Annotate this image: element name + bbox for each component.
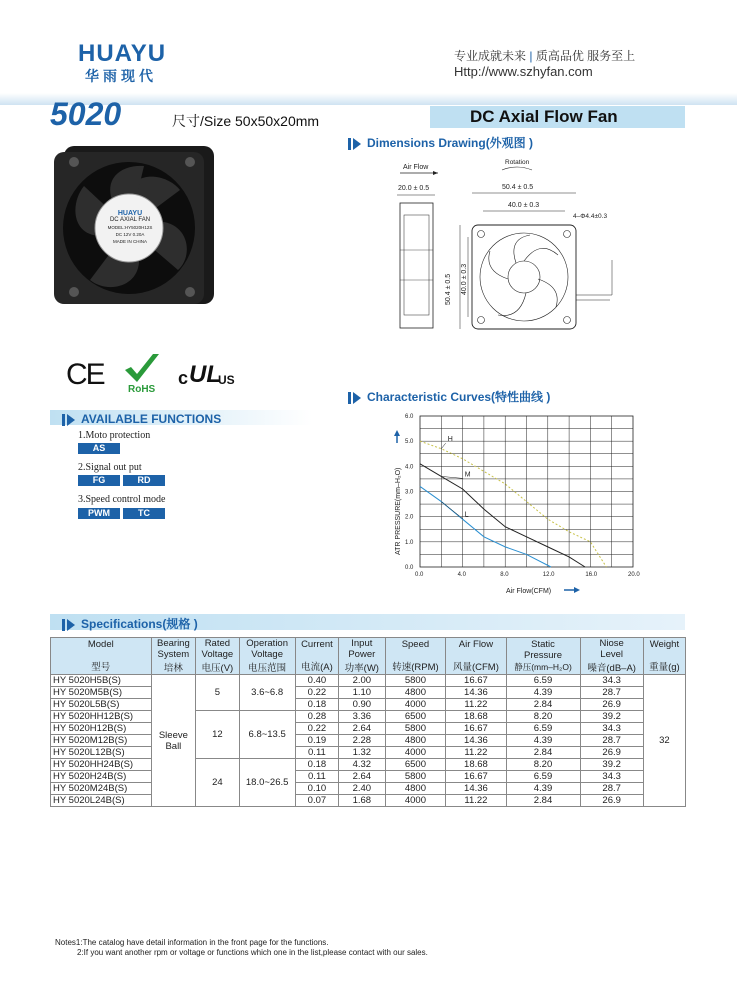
cell-current: 0.11 — [295, 747, 338, 759]
th-speed: Speed 转速(RPM) — [385, 638, 446, 675]
table-row — [51, 747, 686, 759]
cell-airflow: 18.68 — [446, 759, 506, 771]
heading-arrow-icon — [67, 619, 75, 631]
cell-power: 4.32 — [339, 759, 385, 771]
cell-speed: 6500 — [385, 759, 446, 771]
cell-pressure: 6.59 — [506, 675, 580, 687]
table-row — [51, 711, 686, 723]
cell-speed: 5800 — [385, 675, 446, 687]
table-row — [51, 795, 686, 807]
series-h-leader — [441, 443, 445, 449]
cell-noise: 26.9 — [580, 699, 643, 711]
cell-speed: 4000 — [385, 747, 446, 759]
dimensions-drawing — [380, 155, 640, 340]
cell-noise: 34.3 — [580, 771, 643, 783]
cell-current: 0.07 — [295, 795, 338, 807]
cell-pressure: 2.84 — [506, 795, 580, 807]
cell-pressure: 2.84 — [506, 699, 580, 711]
cell-operation-voltage: 18.0~26.5 — [239, 759, 295, 807]
cell-noise: 34.3 — [580, 675, 643, 687]
heading-bar-icon — [62, 414, 65, 426]
cell-pressure: 8.20 — [506, 711, 580, 723]
heading-bar-icon — [348, 138, 351, 150]
table-row — [51, 735, 686, 747]
cell-noise: 34.3 — [580, 723, 643, 735]
table-row — [51, 783, 686, 795]
cell-power: 1.10 — [339, 687, 385, 699]
cell-operation-voltage: 6.8~13.5 — [239, 711, 295, 759]
cell-airflow: 14.36 — [446, 783, 506, 795]
cell-pressure: 2.84 — [506, 747, 580, 759]
chip-rd: RD — [123, 475, 165, 486]
chip-as: AS — [78, 443, 120, 454]
cell-noise: 39.2 — [580, 759, 643, 771]
y-tick-label: 5.0 — [405, 439, 414, 446]
spec-heading: Specifications(规格 ) — [62, 615, 198, 632]
cell-pressure: 4.39 — [506, 687, 580, 699]
x-axis-label: Air Flow(CFM) — [506, 588, 552, 595]
cell-noise: 28.7 — [580, 687, 643, 699]
slogan-left: 专业成就未来 — [454, 49, 527, 63]
series-m-line — [420, 464, 585, 567]
cell-speed: 5800 — [385, 771, 446, 783]
slogan-separator: | — [529, 49, 533, 63]
cell-airflow: 11.22 — [446, 699, 506, 711]
functions-heading: AVAILABLE FUNCTIONS — [62, 412, 221, 426]
cell-power: 2.40 — [339, 783, 385, 795]
cell-speed: 4000 — [385, 699, 446, 711]
series-l-label: L — [464, 511, 469, 519]
th-weight: Weight 重量(g) — [643, 638, 685, 675]
cell-power: 1.68 — [339, 795, 385, 807]
cell-airflow: 14.36 — [446, 687, 506, 699]
product-title: DC Axial Flow Fan — [470, 107, 618, 126]
rohs-logo — [121, 350, 163, 394]
cell-airflow: 16.67 — [446, 723, 506, 735]
cell-airflow: 16.67 — [446, 675, 506, 687]
x-tick-label: 12.0 — [542, 572, 555, 578]
cell-airflow: 16.67 — [446, 771, 506, 783]
brand-logo: HUAYU — [78, 40, 167, 67]
table-row — [51, 699, 686, 711]
cell-airflow: 14.36 — [446, 735, 506, 747]
cell-pressure: 4.39 — [506, 783, 580, 795]
brand-logo-cn: 华雨现代 — [85, 68, 157, 84]
cell-noise: 26.9 — [580, 747, 643, 759]
cell-model: HY 5020M24B(S) — [51, 783, 152, 795]
cell-model: HY 5020HH24B(S) — [51, 759, 152, 771]
cell-rated-voltage: 12 — [196, 711, 239, 759]
cell-airflow: 11.22 — [446, 747, 506, 759]
series-h-label: H — [447, 436, 453, 444]
series-m-label: M — [464, 471, 471, 479]
chip-fg: FG — [78, 475, 120, 486]
cell-model: HY 5020HH12B(S) — [51, 711, 152, 723]
y-tick-label: 3.0 — [405, 489, 414, 496]
heading-arrow-icon — [353, 392, 361, 404]
ce-mark: CE — [66, 358, 104, 391]
cell-power: 0.90 — [339, 699, 385, 711]
fan-label — [105, 210, 155, 245]
cell-airflow: 11.22 — [446, 795, 506, 807]
heading-bar-icon — [348, 392, 351, 404]
fan-label-model: MODEL:HY5020H12S — [107, 225, 153, 230]
cell-model: HY 5020L5B(S) — [51, 699, 152, 711]
chip-tc: TC — [123, 508, 165, 519]
th-model: Model 型号 — [51, 638, 152, 675]
x-tick-label: 20.0 — [628, 572, 640, 578]
cell-current: 0.19 — [295, 735, 338, 747]
cell-power: 2.00 — [339, 675, 385, 687]
cell-model: HY 5020H12B(S) — [51, 723, 152, 735]
cell-speed: 4800 — [385, 687, 446, 699]
curves-heading: Characteristic Curves(特性曲线 ) — [348, 388, 550, 405]
y-axis-arrow-head — [394, 430, 400, 436]
function-speed-control: 3.Speed control mode — [78, 494, 166, 505]
x-tick-label: 8.0 — [500, 572, 509, 578]
function-signal-output: 2.Signal out put — [78, 462, 142, 473]
cell-airflow: 18.68 — [446, 711, 506, 723]
spec-table — [50, 637, 686, 807]
x-tick-label: 16.0 — [585, 572, 598, 578]
cell-bearing: Sleeve Ball — [151, 675, 196, 807]
ul-country: US — [218, 373, 235, 387]
website-url[interactable]: Http://www.szhyfan.com — [454, 64, 593, 79]
heading-arrow-icon — [353, 138, 361, 150]
cell-power: 2.28 — [339, 735, 385, 747]
cell-current: 0.28 — [295, 711, 338, 723]
cell-operation-voltage: 3.6~6.8 — [239, 675, 295, 711]
note-2: 2:If you want another rpm or voltage or functions which one in the list,please contact with our sales. — [77, 948, 428, 957]
y-tick-label: 0.0 — [405, 565, 414, 571]
cell-model: HY 5020L12B(S) — [51, 747, 152, 759]
cell-current: 0.40 — [295, 675, 338, 687]
cell-noise: 28.7 — [580, 735, 643, 747]
cell-pressure: 4.39 — [506, 735, 580, 747]
cell-noise: 28.7 — [580, 783, 643, 795]
th-operation: Operation Voltage 电压范围 — [239, 638, 295, 675]
cell-model: HY 5020L24B(S) — [51, 795, 152, 807]
cell-noise: 39.2 — [580, 711, 643, 723]
air-flow-label: Air Flow — [403, 164, 429, 171]
cell-pressure: 6.59 — [506, 723, 580, 735]
outer-height-dim: 50.4 ± 0.5 — [445, 273, 452, 305]
fan-label-rating: DC 12V 0.20A — [115, 232, 145, 237]
svg-text:UL: UL — [189, 361, 221, 388]
inner-width-dim: 40.0 ± 0.3 — [508, 202, 540, 209]
cell-model: HY 5020M5B(S) — [51, 687, 152, 699]
cell-power: 2.64 — [339, 723, 385, 735]
cell-speed: 4000 — [385, 795, 446, 807]
svg-text:c: c — [178, 368, 189, 388]
fan-label-origin: MADE IN CHINA — [112, 239, 147, 244]
fan-label-type: DC AXIAL FAN — [109, 217, 151, 223]
heading-bar-icon — [62, 619, 65, 631]
cell-pressure: 6.59 — [506, 771, 580, 783]
th-rated: Rated Voltage 电压(V) — [196, 638, 239, 675]
cell-power: 3.36 — [339, 711, 385, 723]
slogan — [454, 47, 635, 64]
cell-model: HY 5020M12B(S) — [51, 735, 152, 747]
cell-power: 2.64 — [339, 771, 385, 783]
rohs-text: RoHS — [128, 384, 156, 394]
size-text: 尺寸/Size 50x50x20mm — [172, 113, 320, 129]
cell-current: 0.18 — [295, 759, 338, 771]
notes — [55, 938, 428, 958]
y-axis-label: ATR PRESSURE(mm–H₂O) — [395, 467, 402, 555]
cell-current: 0.22 — [295, 687, 338, 699]
th-current: Current 电流(A) — [295, 638, 338, 675]
cell-speed: 4800 — [385, 735, 446, 747]
table-row — [51, 687, 686, 699]
heading-arrow-icon — [67, 414, 75, 426]
th-airflow: Air Flow 风量(CFM) — [446, 638, 506, 675]
depth-dim: 20.0 ± 0.5 — [398, 185, 430, 192]
outer-width-dim: 50.4 ± 0.5 — [502, 184, 534, 191]
characteristic-chart — [388, 405, 658, 600]
cell-speed: 4800 — [385, 783, 446, 795]
x-tick-label: 4.0 — [457, 572, 466, 578]
slogan-right: 质高品优 服务至上 — [535, 49, 636, 63]
th-noise: Niose Level 噪音(dB–A) — [580, 638, 643, 675]
x-axis-arrow-head — [574, 587, 580, 593]
cell-current: 0.18 — [295, 699, 338, 711]
cell-speed: 5800 — [385, 723, 446, 735]
function-moto-protection: 1.Moto protection — [78, 430, 151, 441]
cell-power: 1.32 — [339, 747, 385, 759]
model-number: 5020 — [50, 96, 122, 132]
inner-height-dim: 40.0 ± 0.3 — [461, 263, 468, 295]
series-l-line — [420, 486, 551, 567]
cell-rated-voltage: 5 — [196, 675, 239, 711]
chip-pwm: PWM — [78, 508, 120, 519]
cell-noise: 26.9 — [580, 795, 643, 807]
hole-dim: 4–Φ4.4±0.3 — [573, 213, 608, 220]
fan-label-brand: HUAYU — [117, 210, 143, 217]
cell-speed: 6500 — [385, 711, 446, 723]
y-tick-label: 4.0 — [405, 464, 414, 471]
table-row — [51, 759, 686, 771]
th-bearing: Bearing System 培林 — [151, 638, 196, 675]
ul-logo — [178, 356, 240, 388]
cell-current: 0.10 — [295, 783, 338, 795]
rotation-label: Rotation — [505, 159, 530, 166]
table-row — [51, 675, 686, 687]
cell-model: HY 5020H5B(S) — [51, 675, 152, 687]
chart-series — [420, 436, 606, 567]
note-1: Notes1:The catalog have detail information in the front page for the functions. — [55, 938, 329, 947]
table-row — [51, 771, 686, 783]
y-tick-label: 6.0 — [405, 414, 414, 420]
th-power: Input Power 功率(W) — [339, 638, 385, 675]
y-tick-label: 2.0 — [405, 514, 414, 521]
cell-model: HY 5020H24B(S) — [51, 771, 152, 783]
th-pressure: Static Pressure 静压(mm–H₂O) — [506, 638, 580, 675]
cell-current: 0.11 — [295, 771, 338, 783]
cell-current: 0.22 — [295, 723, 338, 735]
cell-weight: 32 — [643, 675, 685, 807]
dimensions-heading: Dimensions Drawing(外观图 ) — [348, 134, 533, 151]
y-tick-label: 1.0 — [405, 539, 414, 546]
cell-rated-voltage: 24 — [196, 759, 239, 807]
table-row — [51, 723, 686, 735]
cell-pressure: 8.20 — [506, 759, 580, 771]
x-tick-label: 0.0 — [415, 572, 424, 578]
